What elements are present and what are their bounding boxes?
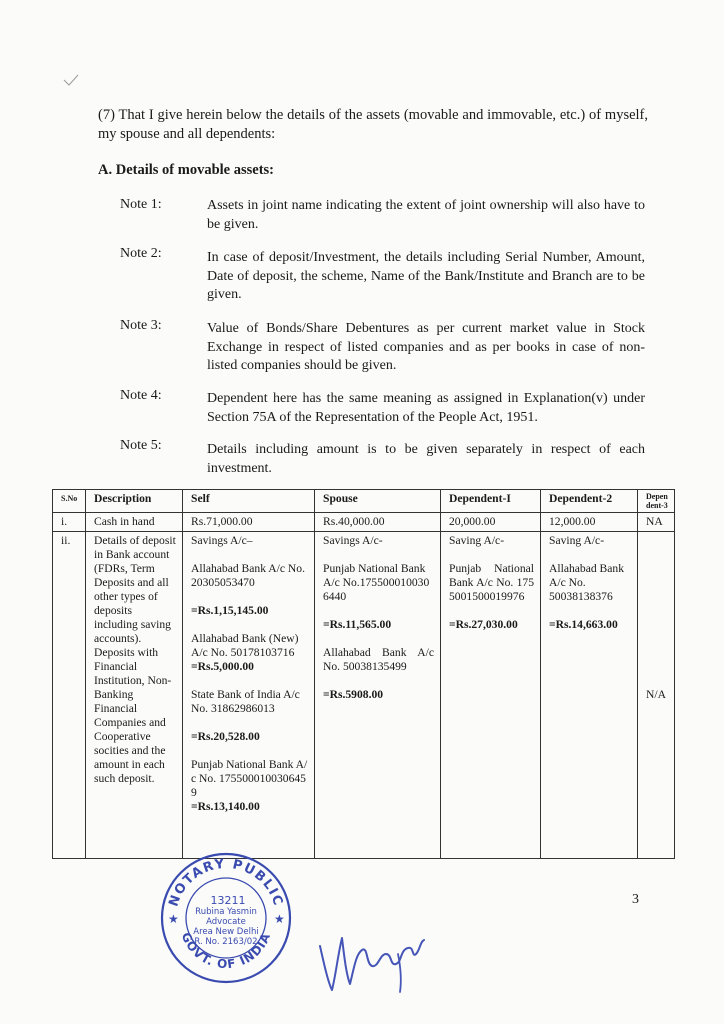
note-2-label: Note 2: — [120, 246, 162, 261]
row2-spouse — [315, 532, 441, 859]
note-1-text: Assets in joint name indicating the extent of joint ownership will also have to be given. — [207, 198, 645, 232]
note-3-label: Note 3: — [120, 318, 162, 333]
stamp-line-1: Rubina Yasmin — [195, 907, 257, 917]
row2-self — [183, 532, 315, 859]
spouse-amount-2: =Rs.5908.00 — [323, 688, 384, 701]
self-amount-2: =Rs.5,000.00 — [191, 660, 254, 673]
row1-sno: i. — [53, 513, 86, 532]
row2-dependent-3: N/A — [638, 532, 675, 859]
self-account-1: Allahabad Bank A/c No. 20305053470 — [191, 562, 305, 589]
spouse-account-1: Punjab National Bank A/c No.1755000100306440 — [323, 562, 430, 603]
row1-description: Cash in hand — [86, 513, 183, 532]
spouse-account-2: Allahabad Bank A/c No. 50038135499 — [323, 646, 434, 673]
self-account-4: Punjab National Bank A/c No. 1755000100306459 — [191, 758, 308, 799]
stamp-handwritten: 13211 — [210, 894, 246, 907]
table-header-row — [53, 490, 675, 513]
self-account-3: State Bank of India A/c No. 31862986013 — [191, 688, 300, 715]
stamp-line-3: Area New Delhi — [193, 927, 259, 937]
dep1-account-type: Saving A/c- — [449, 534, 505, 547]
row1-dependent-1: 20,000.00 — [441, 513, 541, 532]
svg-text:★: ★ — [274, 912, 285, 926]
dep1-account-1: Punjab National Bank A/c No. 1755001500019976 — [449, 562, 534, 603]
section-heading: A. Details of movable assets: — [98, 162, 274, 178]
row1-self: Rs.71,000.00 — [183, 513, 315, 532]
header-dependent-2: Dependent-2 — [541, 490, 638, 513]
page-number: 3 — [632, 892, 639, 907]
intro-paragraph: (7) That I give herein below the details of the assets (movable and immovable, etc.) of myself, my spouse and all dependents: — [98, 107, 648, 142]
note-5-label: Note 5: — [120, 438, 162, 453]
handwritten-signature — [316, 924, 428, 998]
self-account-2: Allahabad Bank (New) A/c No. 50178103716 — [191, 632, 299, 659]
dep1-amount-1: =Rs.27,030.00 — [449, 618, 518, 631]
header-dependent-1: Dependent-I — [441, 490, 541, 513]
row2-description: Details of deposit in Bank account (FDRs, Term Deposits and all other types of deposits including saving accounts). Deposits with Financial Institution, Non-Banking Financial Companies and Cooperative socities and the amount in each such deposit. — [86, 532, 183, 859]
self-account-type: Savings A/c– — [191, 534, 253, 547]
dep2-account-type: Saving A/c- — [549, 534, 605, 547]
spouse-amount-1: =Rs.11,565.00 — [323, 618, 392, 631]
row2-dependent-1 — [441, 532, 541, 859]
svg-text:★: ★ — [168, 912, 179, 926]
note-5-text: Details including amount is to be given separately in respect of each investment. — [207, 442, 645, 476]
header-sno: S.No — [53, 490, 86, 513]
table-row-cash — [53, 513, 675, 532]
row2-sno: ii. — [53, 532, 86, 859]
header-description: Description — [86, 490, 183, 513]
table-row-deposits — [53, 532, 675, 859]
note-3-text: Value of Bonds/Share Debentures as per current market value in Stock Exchange in respect of listed companies and as per books in case of non-listed companies should be given. — [207, 321, 645, 373]
header-dependent-3: Depen dent-3 — [638, 490, 675, 513]
row1-dependent-3: NA — [638, 513, 675, 532]
stamp-line-2: Advocate — [206, 917, 246, 927]
self-amount-4: =Rs.13,140.00 — [191, 800, 260, 813]
spouse-account-type: Savings A/c- — [323, 534, 383, 547]
note-1-label: Note 1: — [120, 197, 162, 212]
note-4-label: Note 4: — [120, 388, 162, 403]
row1-spouse: Rs.40,000.00 — [315, 513, 441, 532]
movable-assets-table — [52, 489, 675, 859]
self-amount-3: =Rs.20,528.00 — [191, 730, 260, 743]
note-4-text: Dependent here has the same meaning as assigned in Explanation(v) under Section 75A of the Representation of the People Act, 1951. — [207, 391, 645, 425]
stamp-outer-top: NOTARY PUBLIC — [166, 856, 286, 909]
header-self: Self — [183, 490, 315, 513]
stamp-line-4: R. No. 2163/02 — [194, 937, 258, 947]
notary-stamp — [158, 848, 294, 984]
self-amount-1: =Rs.1,15,145.00 — [191, 604, 269, 617]
dep2-account-1: Allahabad Bank A/c No. 50038138376 — [549, 562, 625, 603]
row2-dependent-2 — [541, 532, 638, 859]
header-spouse: Spouse — [315, 490, 441, 513]
stamp-outer-bottom: GOVT. OF INDIA — [178, 930, 274, 972]
row1-dependent-2: 12,000.00 — [541, 513, 638, 532]
note-2-text: In case of deposit/Investment, the details including Serial Number, Amount, Date of deposit, the scheme, Name of the Bank/Institute and Branch are to be given. — [207, 250, 645, 302]
pencil-tick-mark — [62, 72, 82, 90]
dep2-amount-1: =Rs.14,663.00 — [549, 618, 618, 631]
